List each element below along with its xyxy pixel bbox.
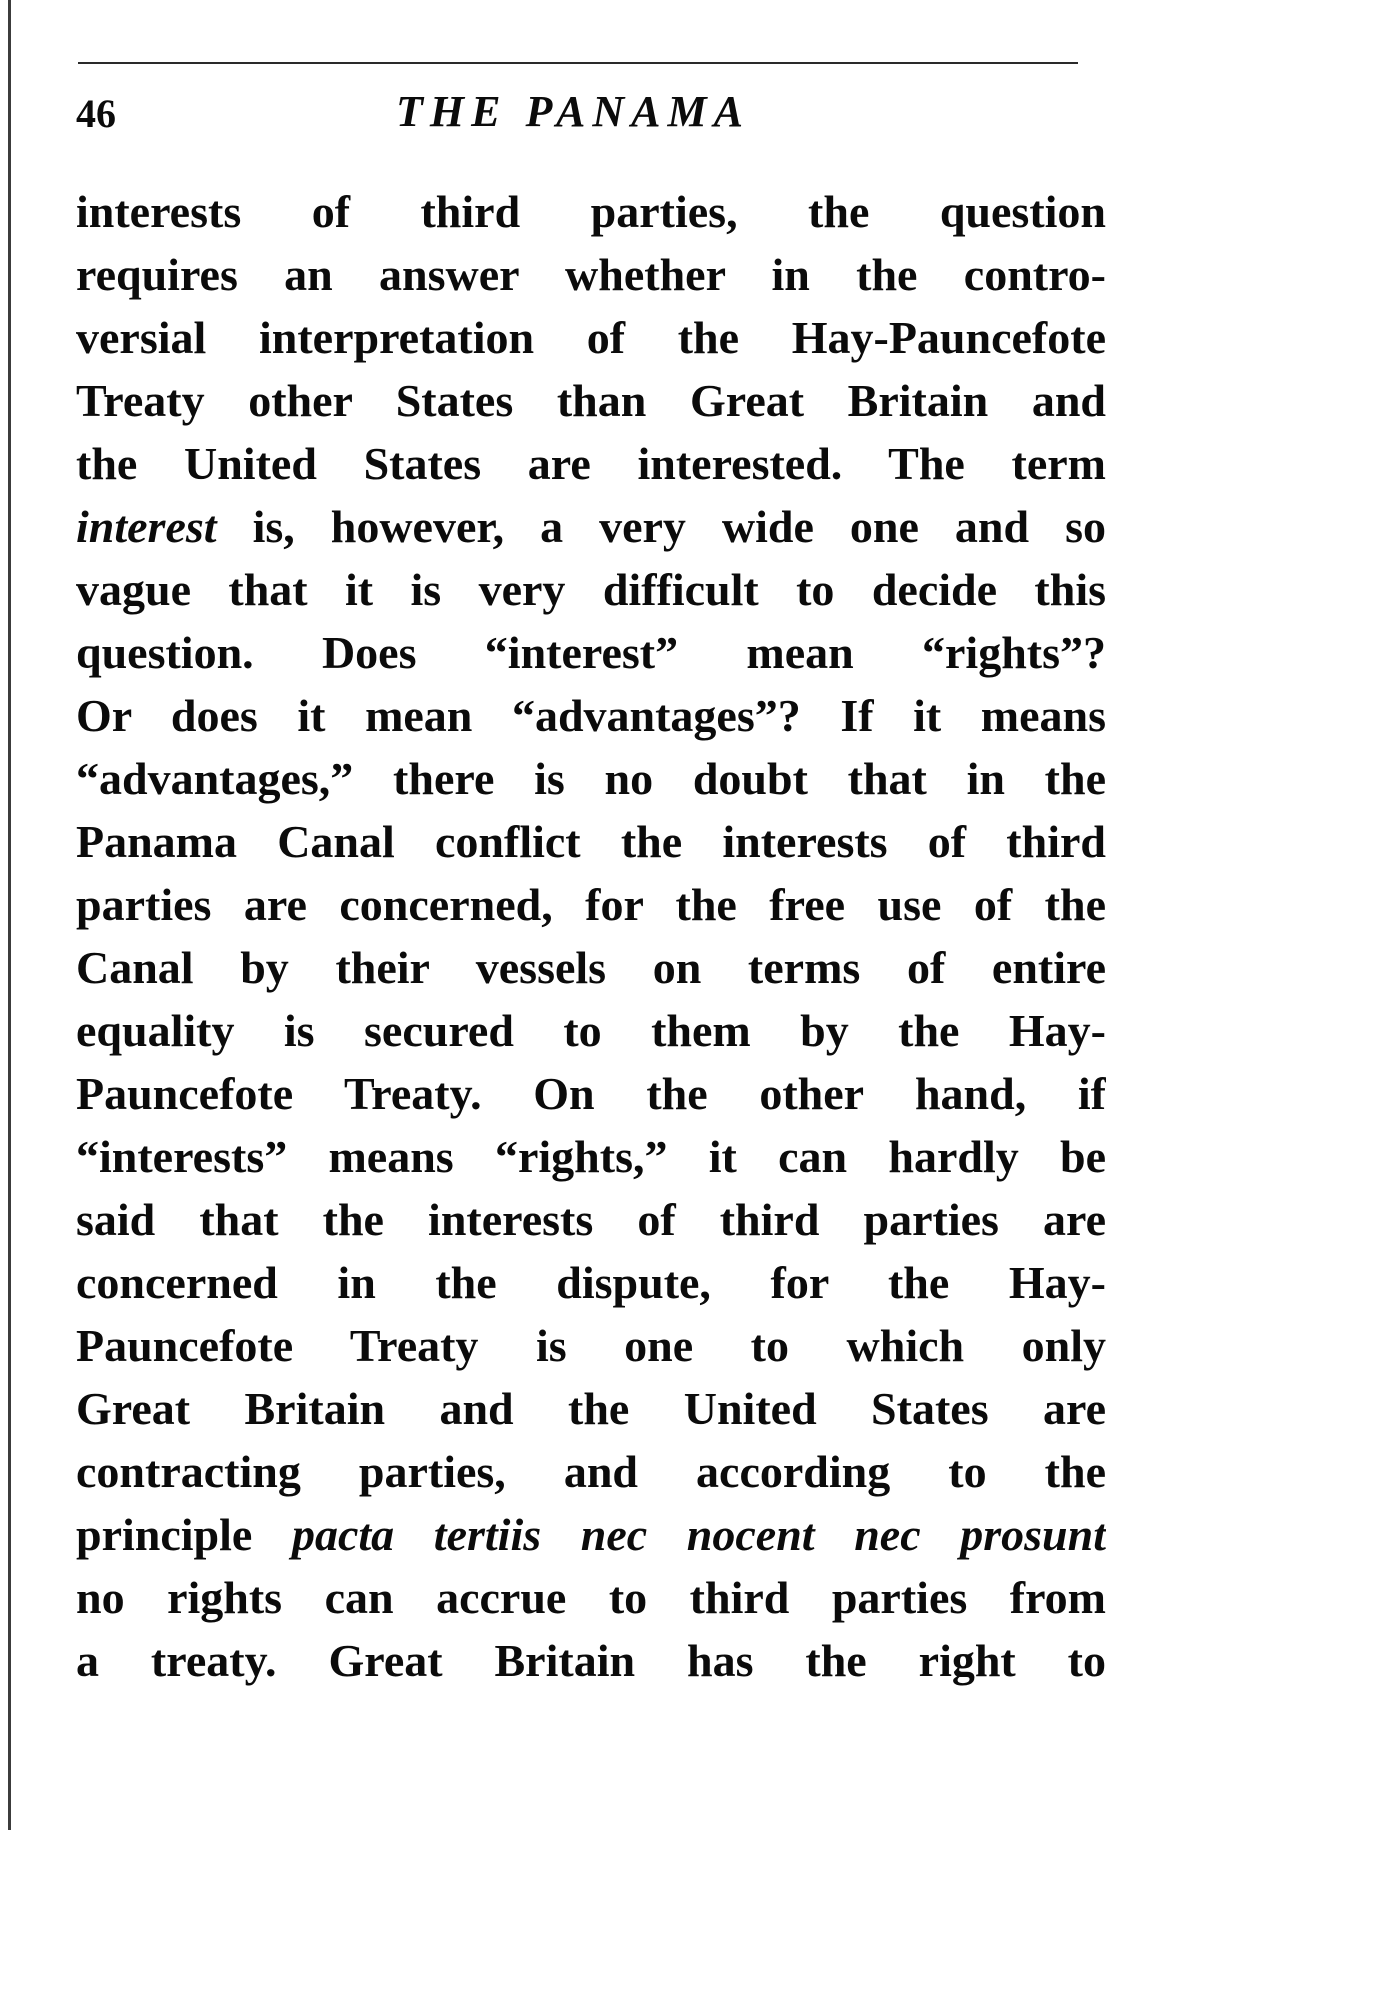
italic-term: interest xyxy=(76,501,217,552)
text-line: requires an answer whether in the contro- xyxy=(76,249,1106,300)
running-title: THE PANAMA xyxy=(396,87,751,136)
text-line: Great Britain and the United States are xyxy=(76,1383,1106,1434)
body-text xyxy=(76,180,1106,1692)
text-line: Panama Canal conflict the interests of third xyxy=(76,816,1106,867)
page-edge-shadow xyxy=(8,0,11,1830)
text-line: “advantages,” there is no doubt that in the xyxy=(76,753,1106,804)
text-line: Or does it mean “advantages”? If it means xyxy=(76,690,1106,741)
text-line: parties are concerned, for the free use of the xyxy=(76,879,1106,930)
text-line: Treaty other States than Great Britain and xyxy=(76,375,1106,426)
text-line: concerned in the dispute, for the Hay- xyxy=(76,1257,1106,1308)
text-line: a treaty. Great Britain has the right to xyxy=(76,1635,1106,1686)
text-line: contracting parties, and according to the xyxy=(76,1446,1106,1497)
header-rule xyxy=(78,62,1078,64)
text-line: versial interpretation of the Hay-Pauncefote xyxy=(76,312,1106,363)
text-line: principle pacta tertiis nec nocent nec prosunt xyxy=(76,1509,1106,1560)
text-line: interests of third parties, the question xyxy=(76,186,1106,237)
italic-latin-phrase: pacta tertiis nec nocent nec prosunt xyxy=(291,1509,1106,1560)
text-line: the United States are interested. The term xyxy=(76,438,1106,489)
page-number: 46 xyxy=(76,91,116,136)
text-line: Pauncefote Treaty. On the other hand, if xyxy=(76,1068,1106,1119)
text-line: interest is, however, a very wide one and so xyxy=(76,501,1106,552)
text-line: Canal by their vessels on terms of entire xyxy=(76,942,1106,993)
text-line: Pauncefote Treaty is one to which only xyxy=(76,1320,1106,1371)
text-line: equality is secured to them by the Hay- xyxy=(76,1005,1106,1056)
text-line: said that the interests of third parties are xyxy=(76,1194,1106,1245)
text-line: vague that it is very difficult to decide this xyxy=(76,564,1106,615)
running-head xyxy=(76,86,1096,146)
text-line: “interests” means “rights,” it can hardly be xyxy=(76,1131,1106,1182)
text-line: question. Does “interest” mean “rights”? xyxy=(76,627,1106,678)
text-line: no rights can accrue to third parties from xyxy=(76,1572,1106,1623)
